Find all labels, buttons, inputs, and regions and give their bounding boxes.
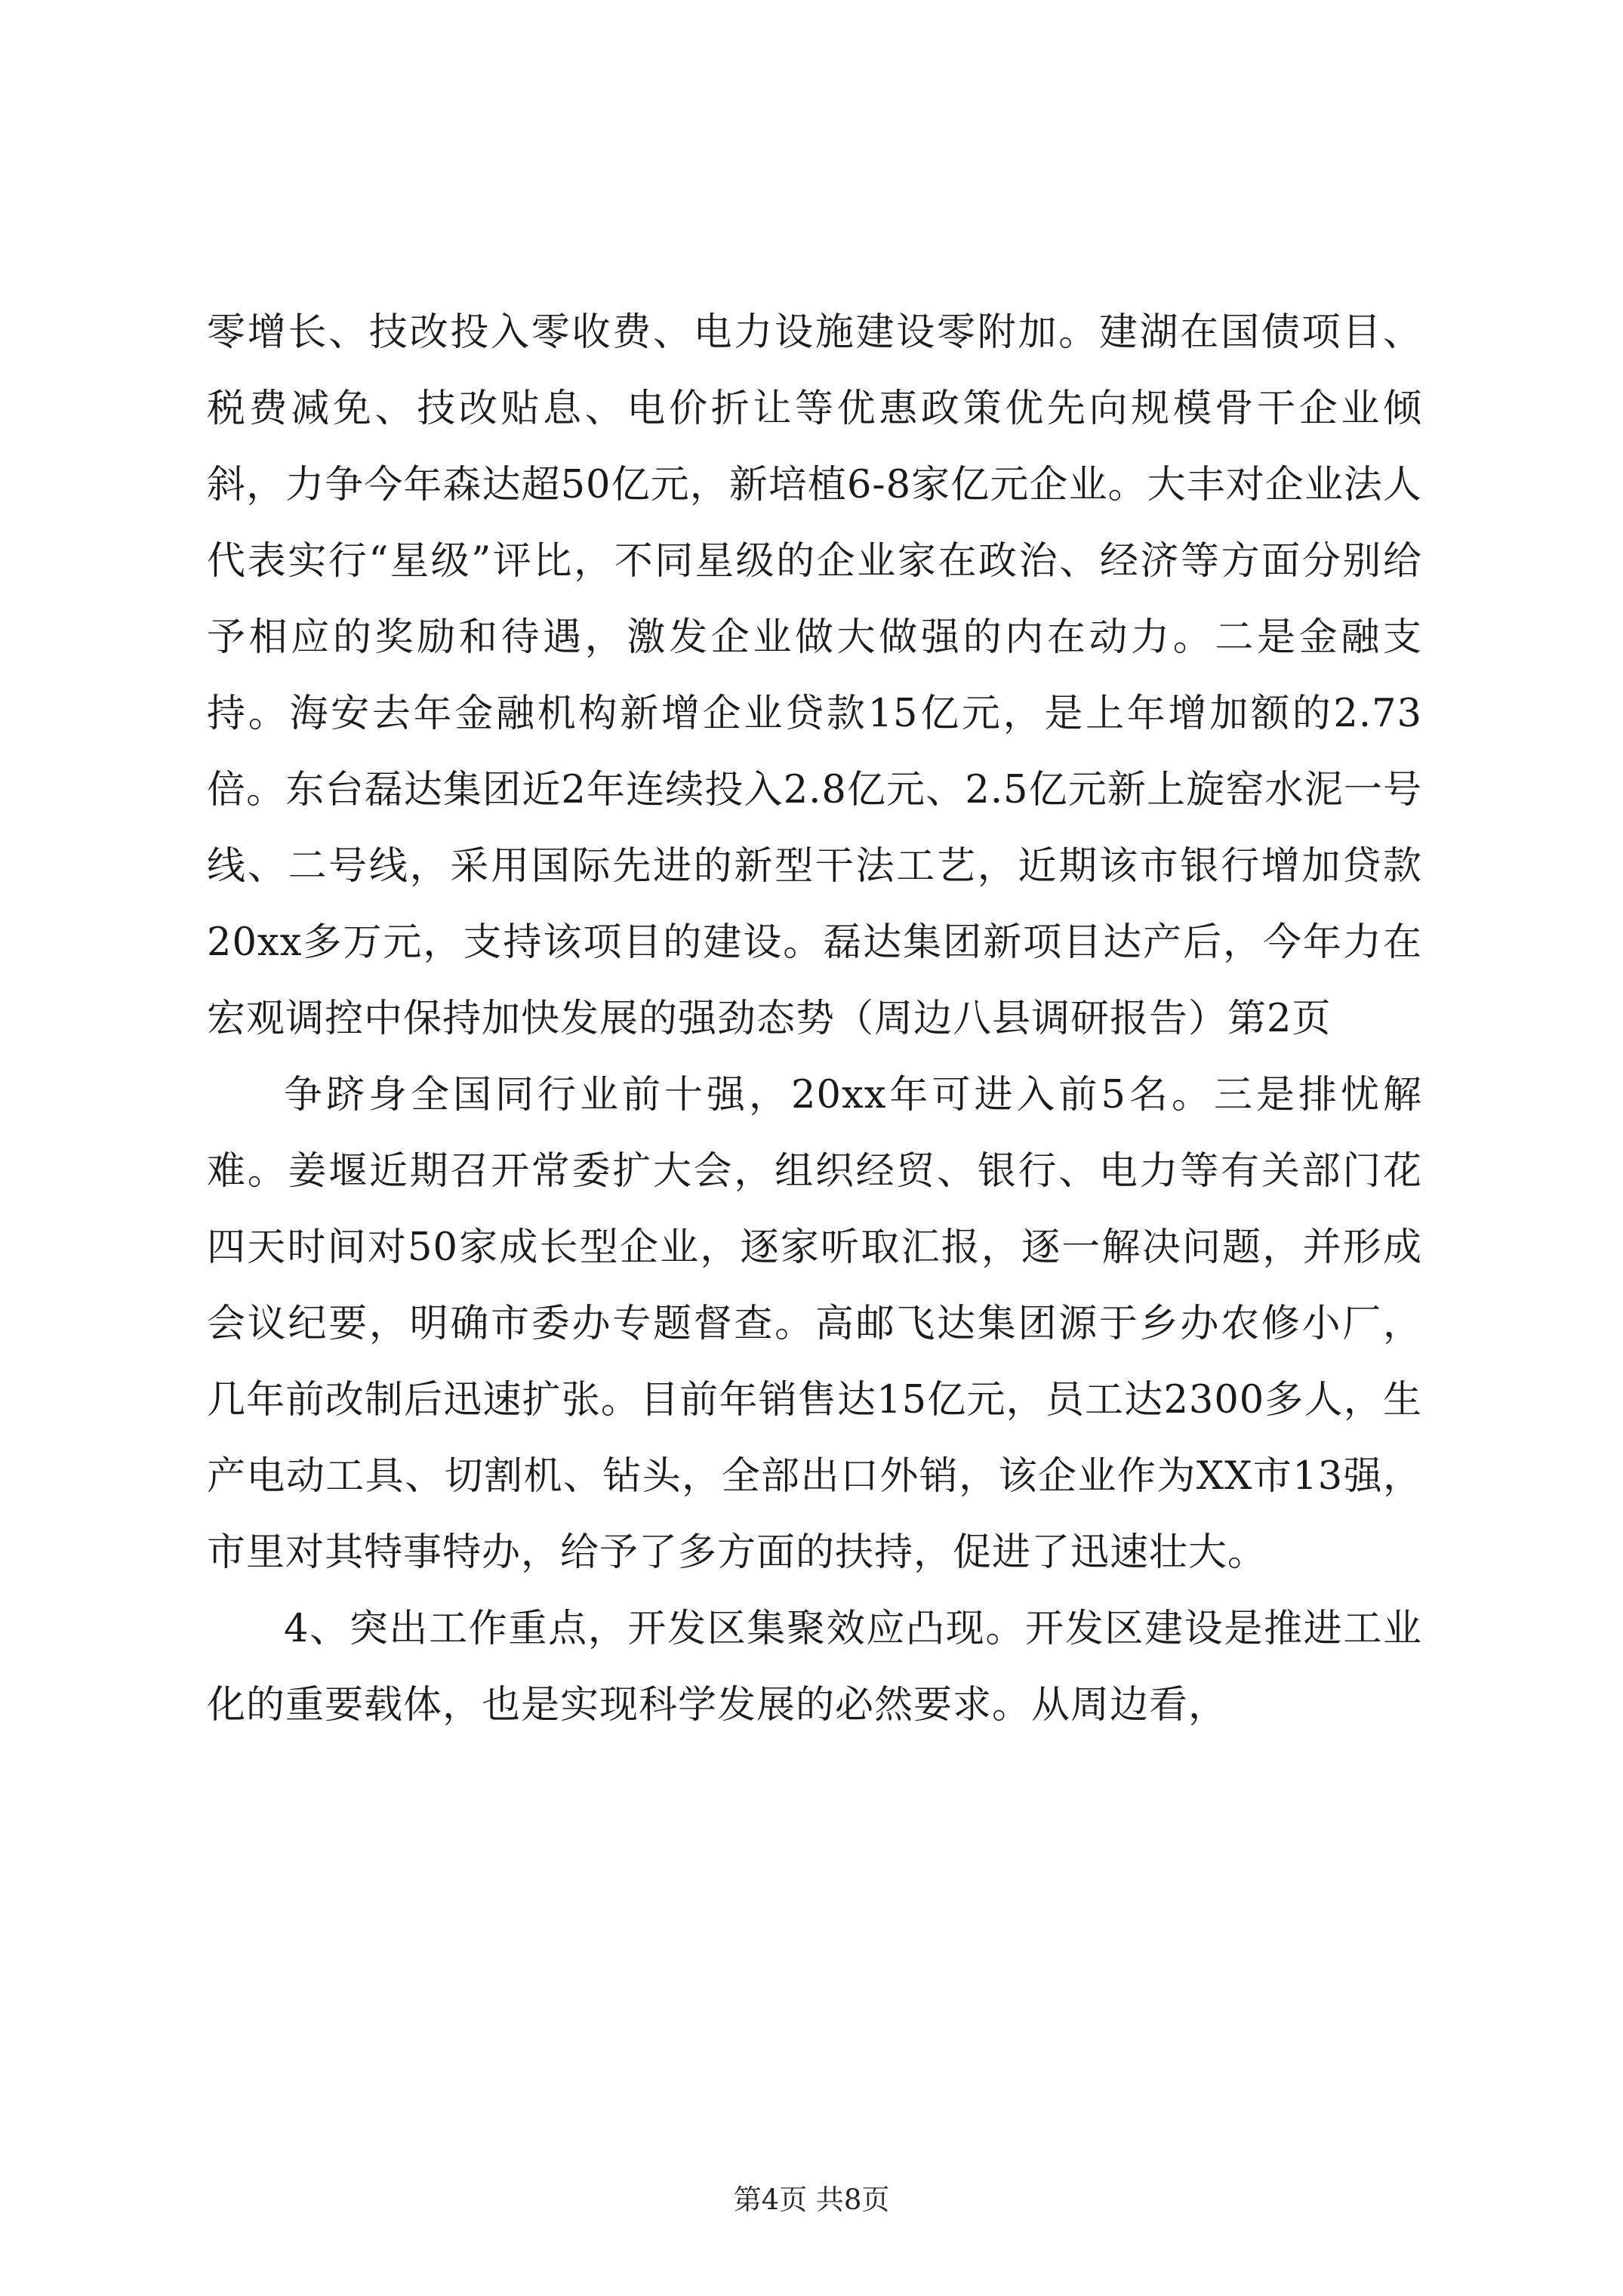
paragraph-1: 零增长、技改投入零收费、电力设施建设零附加。建湖在国债项目、税费减免、技改贴息、电价折让等优惠政策优先向规模骨干企业倾斜，力争今年森达超50亿元，新培植6-8家亿元企业。大丰对企业法人代表实行“星级”评比，不同星级的企业家在政治、经济等方面分别给予相应的奖励和待遇，激发企业做大做强的内在动力。二是金融支持。海安去年金融机构新增企业贷款15亿元，是上年增加额的2.73倍。东台磊达集团近2年连续投入2.8亿元、2.5亿元新上旋窑水泥一号线、二号线，采用国际先进的新型干法工艺，近期该市银行增加贷款20xx多万元，支持该项目的建设。磊达集团新项目达产后，今年力在宏观调控中保持加快发展的强劲态势（周边八县调研报告）第2页 (207, 310, 1422, 1041)
paragraph-2: 争跻身全国同行业前十强，20xx年可进入前5名。三是排忧解难。姜堰近期召开常委扩大会，组织经贸、银行、电力等有关部门花四天时间对50家成长型企业，逐家听取汇报，逐一解决问题，并形成会议纪要，明确市委办专题督查。高邮飞达集团源于乡办农修小厂，几年前改制后迅速扩张。目前年销售达15亿元，员工达2300多人，生产电动工具、切割机、钻头，全部出口外销，该企业作为XX市13强，市里对其特事特办，给予了多方面的扶持，促进了迅速壮大。 (207, 1073, 1422, 1575)
document-body (207, 294, 1422, 1743)
page-footer: 第4页 共8页 (733, 2184, 890, 2216)
paragraph-3: 4、突出工作重点，开发区集聚效应凸现。开发区建设是推进工业化的重要载体，也是实现科学发展的必然要求。从周边看， (207, 1607, 1422, 1727)
